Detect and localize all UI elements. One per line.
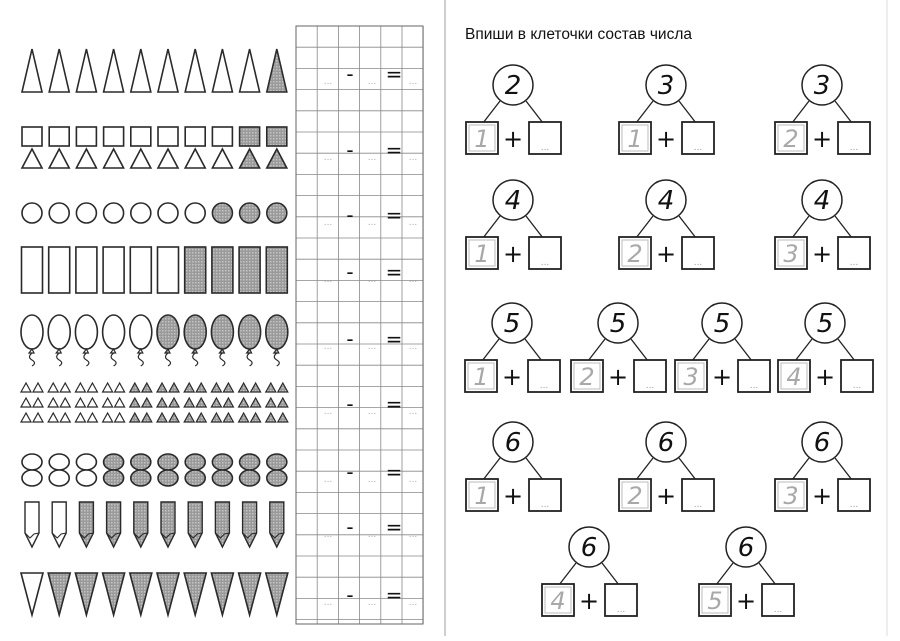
rectangle-shape: [158, 247, 179, 293]
rectangle-shape: [185, 247, 206, 293]
whole-number: 6: [737, 533, 755, 563]
blank-dots: ...: [408, 475, 418, 485]
task-instruction: Впиши в клеточки состав числа: [465, 26, 692, 43]
blank-dots: ...: [693, 258, 703, 268]
blank-dots: ...: [323, 598, 333, 608]
blank-dots: ...: [540, 258, 550, 268]
plus-sign: +: [655, 240, 677, 268]
eight-top: [240, 454, 260, 470]
equals-sign: =: [385, 327, 403, 351]
blank-dots: ...: [408, 275, 418, 285]
whole-number: 6: [504, 428, 522, 458]
plus-sign: +: [711, 363, 733, 391]
equals-sign: =: [385, 583, 403, 607]
blank-dots: ...: [323, 530, 333, 540]
blank-dots: ...: [849, 143, 859, 153]
eight-bottom: [267, 470, 287, 486]
eight-bottom: [212, 470, 232, 486]
balloon-shape: [130, 315, 152, 349]
eight-top: [212, 454, 232, 470]
blank-dots: ...: [408, 218, 418, 228]
plus-sign: +: [811, 482, 833, 510]
whole-number: 2: [504, 71, 522, 101]
square-shape: [212, 127, 232, 146]
plus-sign: +: [811, 125, 833, 153]
blank-dots: ...: [539, 381, 549, 391]
rectangle-shape: [239, 247, 260, 293]
eight-bottom: [49, 470, 69, 486]
rectangle-shape: [130, 247, 151, 293]
rectangle-shape: [212, 247, 233, 293]
whole-number: 4: [813, 186, 831, 216]
circle-shape: [76, 203, 96, 223]
blank-dots: ...: [367, 275, 377, 285]
plus-sign: +: [735, 587, 757, 615]
blank-dots: ...: [367, 342, 377, 352]
plus-sign: +: [607, 363, 629, 391]
minus-sign: -: [346, 460, 354, 484]
square-shape: [158, 127, 178, 146]
given-part: 4: [786, 363, 802, 391]
whole-number: 6: [580, 533, 598, 563]
balloon-shape: [103, 315, 125, 349]
balloon-shape: [211, 315, 233, 349]
balloon-shape: [157, 315, 179, 349]
square-shape: [104, 127, 124, 146]
blank-dots: ...: [367, 407, 377, 417]
balloon-shape: [184, 315, 206, 349]
whole-number: 6: [657, 428, 675, 458]
eight-top: [104, 454, 124, 470]
given-part: 3: [683, 363, 699, 391]
given-part: 1: [474, 125, 490, 153]
blank-dots: ...: [852, 381, 862, 391]
blank-dots: ...: [408, 530, 418, 540]
equals-sign: =: [385, 260, 403, 284]
plus-sign: +: [655, 125, 677, 153]
blank-dots: ...: [323, 153, 333, 163]
blank-dots: ...: [323, 275, 333, 285]
equals-sign: =: [385, 515, 403, 539]
blank-dots: ...: [773, 605, 783, 615]
square-shape: [185, 127, 205, 146]
given-part: 4: [550, 587, 566, 615]
eight-bottom: [131, 470, 151, 486]
square-shape: [267, 127, 287, 146]
minus-sign: -: [346, 138, 354, 162]
given-part: 1: [474, 482, 490, 510]
given-part: 3: [783, 482, 799, 510]
whole-number: 5: [713, 309, 731, 339]
whole-number: 4: [504, 186, 522, 216]
blank-dots: ...: [693, 500, 703, 510]
plus-sign: +: [501, 363, 523, 391]
minus-sign: -: [346, 260, 354, 284]
given-part: 2: [627, 482, 643, 510]
plus-sign: +: [502, 125, 524, 153]
circle-shape: [22, 203, 42, 223]
eight-top: [76, 454, 96, 470]
square-shape: [49, 127, 69, 146]
circle-shape: [212, 203, 232, 223]
given-part: 1: [473, 363, 489, 391]
minus-sign: -: [346, 515, 354, 539]
eight-bottom: [104, 470, 124, 486]
given-part: 3: [783, 240, 799, 268]
blank-dots: ...: [367, 77, 377, 87]
balloon-shape: [75, 315, 97, 349]
balloon-shape: [239, 315, 261, 349]
eight-bottom: [76, 470, 96, 486]
eight-bottom: [185, 470, 205, 486]
whole-number: 3: [657, 71, 675, 101]
square-shape: [76, 127, 96, 146]
square-shape: [22, 127, 42, 146]
blank-dots: ...: [367, 475, 377, 485]
minus-sign: -: [346, 392, 354, 416]
minus-sign: -: [346, 583, 354, 607]
balloon-shape: [48, 315, 70, 349]
given-part: 2: [579, 363, 595, 391]
circle-shape: [131, 203, 151, 223]
blank-dots: ...: [408, 407, 418, 417]
blank-dots: ...: [367, 598, 377, 608]
whole-number: 3: [813, 71, 831, 101]
whole-number: 5: [503, 309, 521, 339]
eight-top: [49, 454, 69, 470]
equals-sign: =: [385, 138, 403, 162]
blank-dots: ...: [540, 500, 550, 510]
blank-dots: ...: [323, 475, 333, 485]
eight-bottom: [240, 470, 260, 486]
rectangle-shape: [49, 247, 70, 293]
blank-dots: ...: [323, 77, 333, 87]
equals-sign: =: [385, 203, 403, 227]
circle-shape: [104, 203, 124, 223]
blank-dots: ...: [616, 605, 626, 615]
whole-number: 5: [816, 309, 834, 339]
blank-dots: ...: [849, 500, 859, 510]
circle-shape: [158, 203, 178, 223]
eight-top: [185, 454, 205, 470]
blank-dots: ...: [408, 598, 418, 608]
balloon-shape: [21, 315, 43, 349]
square-shape: [131, 127, 151, 146]
circle-shape: [49, 203, 69, 223]
plus-sign: +: [811, 240, 833, 268]
blank-dots: ...: [645, 381, 655, 391]
whole-number: 4: [657, 186, 675, 216]
whole-number: 6: [813, 428, 831, 458]
blank-dots: ...: [367, 218, 377, 228]
equals-sign: =: [385, 460, 403, 484]
blank-dots: ...: [849, 258, 859, 268]
blank-dots: ...: [540, 143, 550, 153]
rectangle-shape: [103, 247, 124, 293]
plus-sign: +: [814, 363, 836, 391]
whole-number: 5: [609, 309, 627, 339]
balloon-shape: [266, 315, 288, 349]
blank-dots: ...: [323, 407, 333, 417]
plus-sign: +: [578, 587, 600, 615]
blank-dots: ...: [408, 153, 418, 163]
square-shape: [240, 127, 260, 146]
blank-dots: ...: [323, 342, 333, 352]
blank-dots: ...: [367, 530, 377, 540]
blank-dots: ...: [367, 153, 377, 163]
rectangle-shape: [266, 247, 287, 293]
eight-top: [267, 454, 287, 470]
plus-sign: +: [502, 482, 524, 510]
eight-bottom: [158, 470, 178, 486]
given-part: 1: [474, 240, 490, 268]
blank-dots: ...: [408, 77, 418, 87]
minus-sign: -: [346, 62, 354, 86]
rectangle-shape: [22, 247, 43, 293]
circle-shape: [240, 203, 260, 223]
plus-sign: +: [502, 240, 524, 268]
blank-dots: ...: [323, 218, 333, 228]
equals-sign: =: [385, 392, 403, 416]
blank-dots: ...: [749, 381, 759, 391]
eight-top: [131, 454, 151, 470]
rectangle-shape: [76, 247, 97, 293]
eight-top: [22, 454, 42, 470]
blank-dots: ...: [408, 342, 418, 352]
given-part: 2: [783, 125, 799, 153]
circle-shape: [267, 203, 287, 223]
plus-sign: +: [655, 482, 677, 510]
given-part: 2: [627, 240, 643, 268]
given-part: 1: [627, 125, 643, 153]
eight-top: [158, 454, 178, 470]
circle-shape: [185, 203, 205, 223]
minus-sign: -: [346, 203, 354, 227]
equals-sign: =: [385, 62, 403, 86]
eight-bottom: [22, 470, 42, 486]
blank-dots: ...: [693, 143, 703, 153]
minus-sign: -: [346, 327, 354, 351]
given-part: 5: [707, 587, 723, 615]
